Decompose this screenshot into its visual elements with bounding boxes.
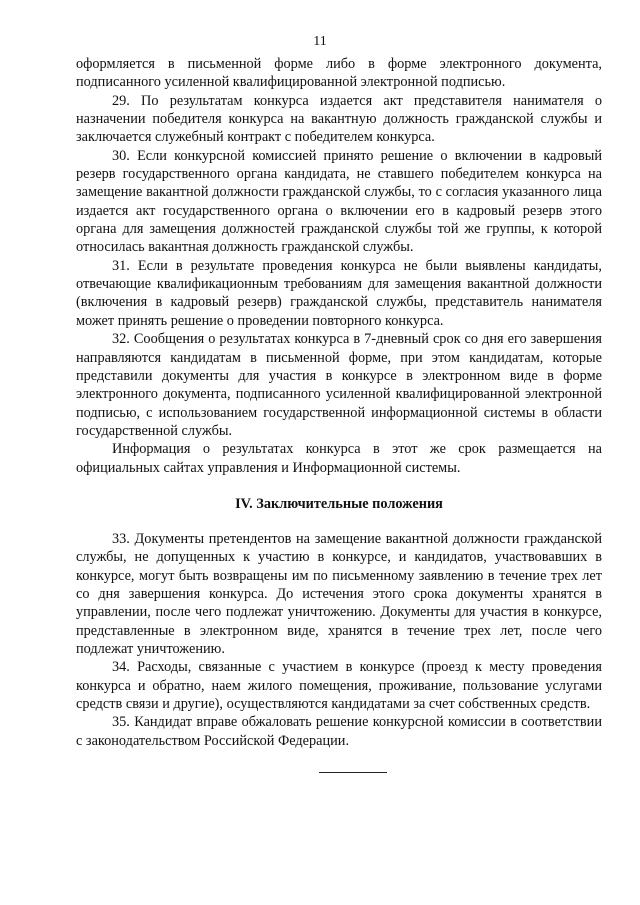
paragraph-29: 29. По результатам конкурса издается акт представителя нанимателя о назначении победителя конкурса на вакантную должность гражданской службы и заключается служебный контракт с победителем конкурса.: [76, 92, 602, 146]
paragraph-35: 35. Кандидат вправе обжаловать решение конкурсной комиссии в соответствии с законодательством Российской Федерации.: [76, 714, 602, 749]
document-body: [76, 55, 602, 750]
paragraph-30: 30. Если конкурсной комиссией принято решение о включении в кадровый резерв государственного органа кандидата, не ставшего победителем конкурса на замещение вакантной должности гражданской службы, то с согласия указанного лица издается акт государственного органа о включении его в кадровый резерв этого органа для замещения должностей гражданской службы той же группы, к которой относилась вакантная должность гражданской службы.: [76, 147, 602, 256]
paragraph-33: 33. Документы претендентов на замещение вакантной должности гражданской службы, не допущенных к участию в конкурсе, и кандидатов, участвовавших в конкурсе, могут быть возвращены им по письменному заявлению в течение трех лет со дня завершения конкурса. До истечения этого срока документы хранятся в управлении, после чего подлежат уничтожению. Документы для участия в конкурсе, представленные в электронном виде, хранятся в течение трех лет, после чего подлежат уничтожению.: [76, 530, 602, 657]
paragraph-34: 34. Расходы, связанные с участием в конкурсе (проезд к месту проведения конкурса и обратно, наем жилого помещения, проживание, пользование услугами средств связи и другие), осуществляются кандидатами за счет собственных средств.: [76, 659, 602, 712]
page-number: 11: [313, 34, 327, 49]
paragraph-32-information: Информация о результатах конкурса в этот же срок размещается на официальных сайтах управления и Информационной системы.: [76, 441, 602, 476]
section-heading: IV. Заключительные положения: [235, 495, 443, 512]
paragraph-continuation: оформляется в письменной форме либо в форме электронного документа, подписанного усиленной квалифицированной электронной подписью.: [76, 56, 602, 91]
paragraph-32: 32. Сообщения о результатах конкурса в 7-дневный срок со дня его завершения направляются кандидатам в письменной форме, при этом кандидатам, которые представили документы для участия в конкурсе в электронном виде в форме электронного документа, подписанного усиленной квалифицированной электронной подписью, с использованием государственной информационной системы в области государственной службы.: [76, 331, 602, 439]
end-of-document-rule: [319, 772, 387, 773]
paragraph-31: 31. Если в результате проведения конкурса не были выявлены кандидаты, отвечающие квалификационным требованиям для замещения вакантной должности (включения в кадровый резерв) гражданской службы, представитель нанимателя может принять решение о проведении повторного конкурса.: [76, 257, 602, 329]
